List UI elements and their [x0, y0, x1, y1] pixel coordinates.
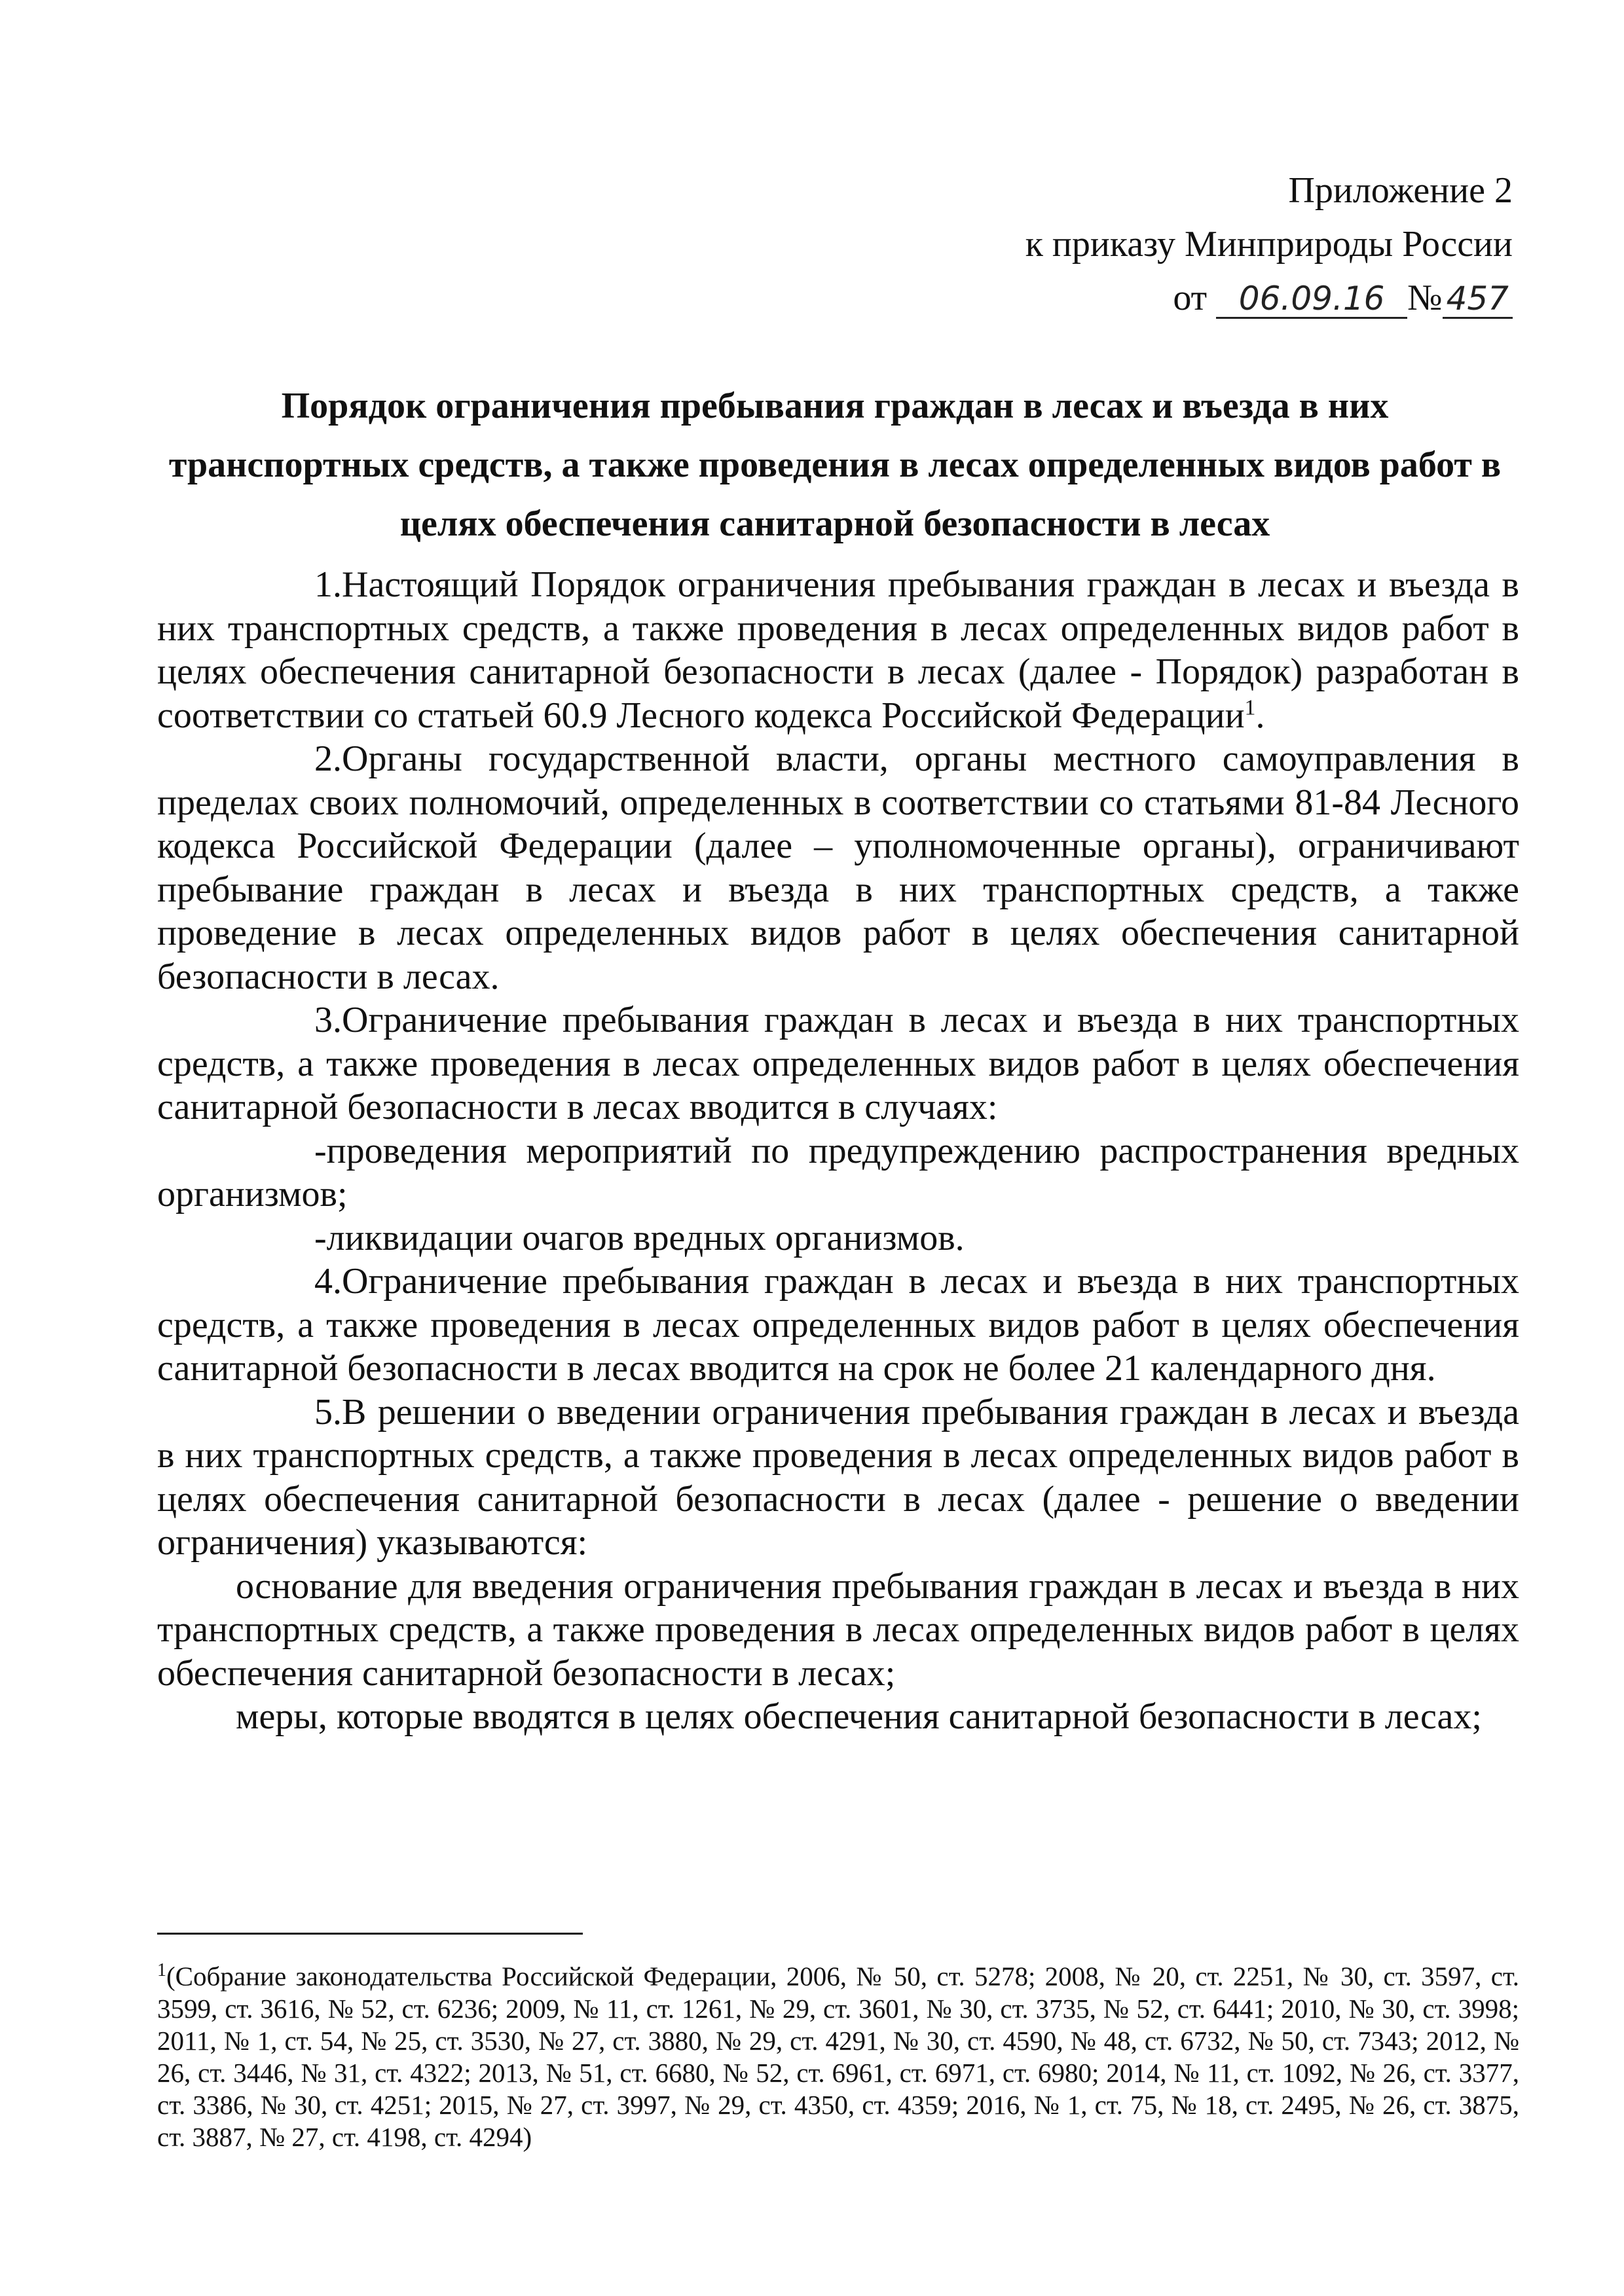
dash-marker: -: [314, 1217, 327, 1258]
list-item-text: проведения мероприятий по предупреждению распространения вредных организмов;: [157, 1130, 1519, 1214]
from-label: от: [1173, 278, 1208, 318]
list-item-text: ликвидации очагов вредных организмов.: [326, 1217, 965, 1258]
paragraph-1: [157, 563, 1519, 737]
paragraph-2: [157, 737, 1519, 998]
paragraph-5: [157, 1391, 1519, 1565]
order-reference: к приказу Минприроды России: [1025, 224, 1513, 264]
title-line: Порядок ограничения пребывания граждан в лесах и въезда в них: [281, 386, 1389, 426]
paragraph-text: Настоящий Порядок ограничения пребывания граждан в лесах и въезда в них транспортных средств, а также проведения в лесах определенных видов работ в целях обеспечения санитарной безопасности в лесах (далее - Порядок) разработан в соответствии со статьей 60.9 Лесного кодекса Российской Федерации: [157, 564, 1519, 736]
paragraph-end: .: [1255, 695, 1265, 736]
dash-marker: -: [314, 1130, 327, 1171]
sub-paragraph: основание для введения ограничения пребывания граждан в лесах и въезда в них транспортных средств, а также проведения в лесах определенных видов работ в целях обеспечения санитарной безопасности в лесах;: [157, 1565, 1519, 1694]
paragraph-number: 2.: [314, 738, 342, 779]
appendix-label: Приложение 2: [1288, 170, 1513, 211]
order-date-number-line: [917, 271, 1513, 325]
footnote-divider: [157, 1933, 583, 1935]
dash-list-item: [157, 1216, 1519, 1260]
title-line: целях обеспечения санитарной безопасности в лесах: [399, 503, 1270, 544]
number-label: №: [1407, 278, 1443, 318]
paragraph-text: В решении о введении ограничения пребывания граждан в лесах и въезда в них транспортных средств, а также проведения в лесах определенных видов работ в целях обеспечения санитарной безопасности в лесах (далее - решение о введении ограничения) указываются:: [157, 1391, 1519, 1563]
footnote-reference[interactable]: 1: [1244, 695, 1256, 720]
paragraph-number: 3.: [314, 1000, 342, 1040]
title-line: транспортных средств, а также проведения в лесах определенных видов работ в: [168, 445, 1502, 485]
appendix-header: [917, 164, 1513, 325]
sub-paragraph: меры, которые вводятся в целях обеспечения санитарной безопасности в лесах;: [236, 1696, 1482, 1737]
handwritten-date: 06.09.16: [1216, 280, 1407, 319]
dash-list-item: [157, 1129, 1519, 1216]
paragraph-text: Органы государственной власти, органы местного самоуправления в пределах своих полномочий, определенных в соответствии со статьями 81-84 Лесного кодекса Российской Федерации (далее – уполномоченные органы), ограничивают пребывание граждан в лесах и въезда в них транспортных средств, а также проведение в лесах определенных видов работ в целях обеспечения санитарной безопасности в лесах.: [157, 738, 1519, 997]
paragraph-3: [157, 998, 1519, 1129]
footnote-marker: 1: [157, 1960, 166, 1980]
footnote: [157, 1954, 1519, 2153]
paragraph-text: Ограничение пребывания граждан в лесах и въезда в них транспортных средств, а также проведения в лесах определенных видов работ в целях обеспечения санитарной безопасности в лесах вводится на срок не более 21 календарного дня.: [157, 1261, 1519, 1389]
paragraph-text: Ограничение пребывания граждан в лесах и въезда в них транспортных средств, а также проведения в лесах определенных видов работ в целях обеспечения санитарной безопасности в лесах вводится в случаях:: [157, 1000, 1519, 1127]
document-body: [157, 563, 1519, 1739]
paragraph-4: [157, 1260, 1519, 1391]
footnote-text: (Собрание законодательства Российской Федерации, 2006, № 50, ст. 5278; 2008, № 20, ст. 2251, № 30, ст. 3597, ст. 3599, ст. 3616, № 52, ст. 6236; 2009, № 11, ст. 1261, № 29, ст. 3601, № 30, ст. 3735, № 52, ст. 6441; 2010, № 30, ст. 3998; 2011, № 1, ст. 54, № 25, ст. 3530, № 27, ст. 3880, № 29, ст. 4291, № 30, ст. 4590, № 48, ст. 6732, № 50, ст. 7343; 2012, № 26, ст. 3446, № 31, ст. 4322; 2013, № 51, ст. 6680, № 52, ст. 6961, ст. 6971, ст. 6980; 2014, № 11, ст. 1092, № 26, ст. 3377, ст. 3386, № 30, ст. 4251; 2015, № 27, ст. 3997, № 29, ст. 4350, ст. 4359; 2016, № 1, ст. 75, № 18, ст. 2495, № 26, ст. 3875, ст. 3887, № 27, ст. 4198, ст. 4294): [157, 1961, 1519, 2152]
paragraph-number: 4.: [314, 1261, 342, 1302]
paragraph-number: 1.: [314, 564, 342, 605]
paragraph-number: 5.: [314, 1391, 342, 1432]
handwritten-number: 457: [1443, 280, 1513, 319]
document-title: [151, 376, 1519, 553]
